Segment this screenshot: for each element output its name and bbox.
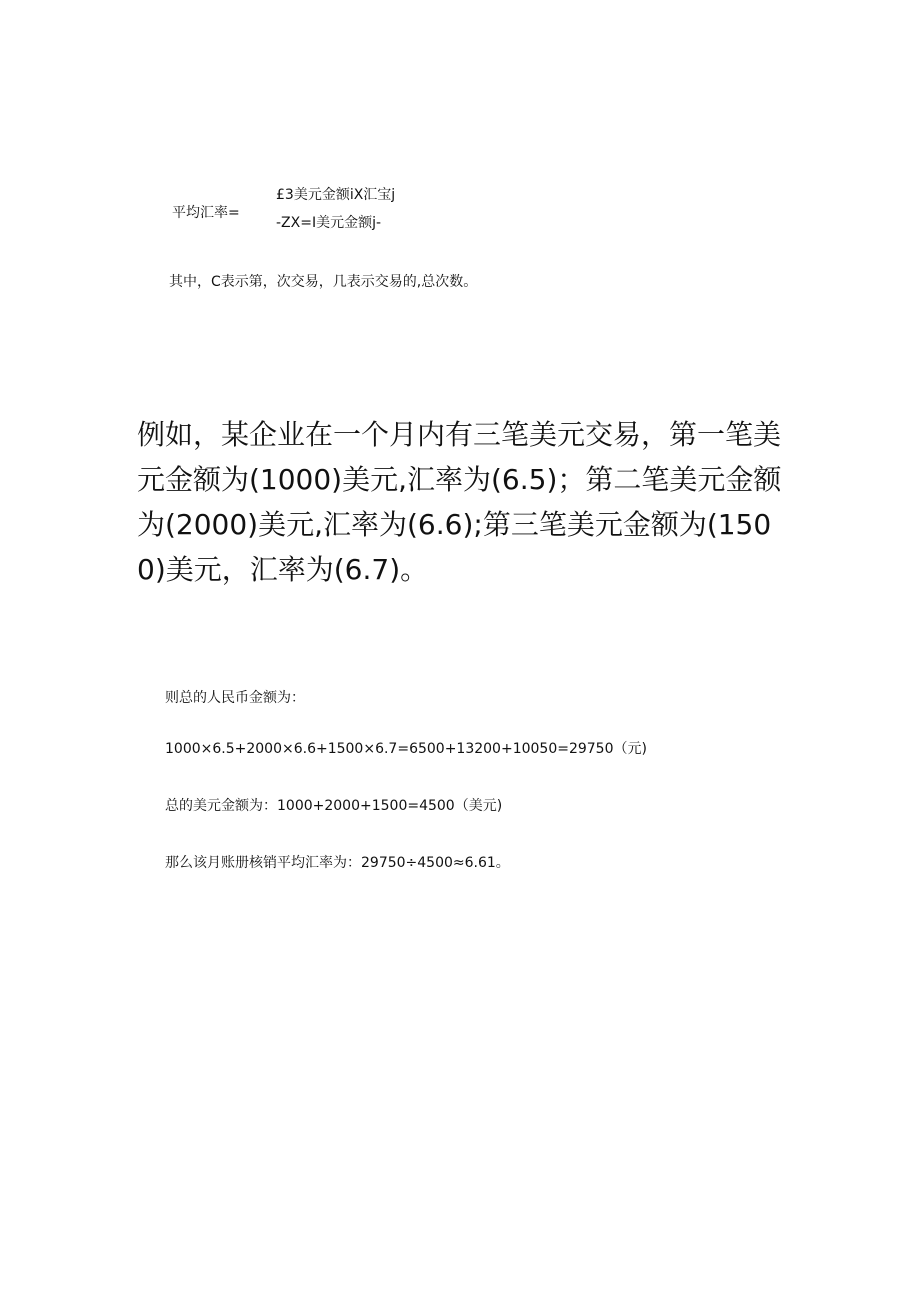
- formula-label: 平均汇率=: [172, 205, 240, 221]
- average-rate-result: 那么该月账册核销平均汇率为：29750÷4500≈6.61。: [165, 855, 510, 871]
- formula-note: 其中，C表示第，次交易，几表示交易的,总次数。: [169, 274, 478, 290]
- example-paragraph: 例如，某企业在一个月内有三笔美元交易，第一笔美元金额为(1000)美元,汇率为(6.5)；第二笔美元金额为(2000)美元,汇率为(6.6);第三笔美元金额为(1500)美元，汇率为(6.7)。: [137, 418, 782, 586]
- rmb-total-intro: 则总的人民币金额为：: [165, 690, 305, 706]
- formula-numerator: £3美元金额iX汇宝j: [276, 187, 396, 203]
- formula-denominator: -ZX=I美元金额j-: [276, 215, 382, 231]
- usd-total-line: 总的美元金额为：1000+2000+1500=4500（美元): [165, 798, 503, 814]
- average-rate-formula: [172, 180, 572, 240]
- rmb-total-formula: 1000×6.5+2000×6.6+1500×6.7=6500+13200+10050=29750（元): [165, 741, 647, 757]
